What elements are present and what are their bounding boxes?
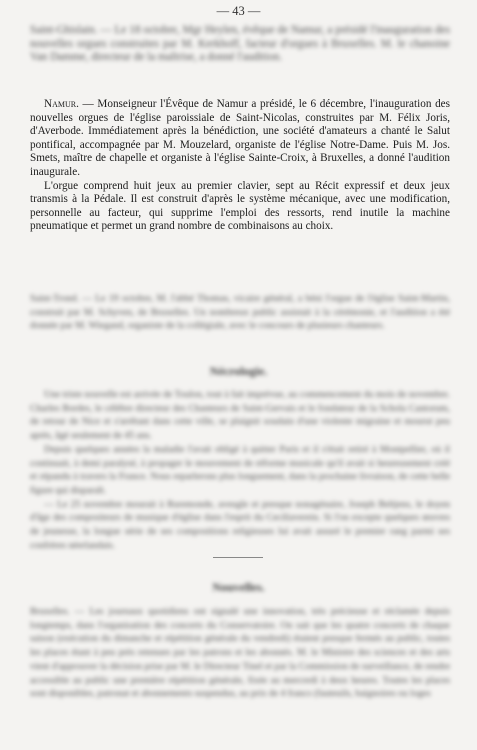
namur-paragraph-1 xyxy=(30,98,450,180)
nouvelles-heading: Nouvelles. xyxy=(212,580,265,594)
namur-text-1: — Monseigneur l'Évêque de Namur a présidé, le 6 décembre, l'inauguration des nouvelles orgues de l'église paroissiale de Saint-Nicolas, construites par M. Félix Joris, d'Averbode. Immédiatement après la bénédiction, une société d'amateurs a chanté le Salut pontifical, accompagnée par M. Mouzelard, organiste de l'église Notre-Dame. Puis M. Jos. Smets, maître de chapelle et organiste à l'église Sainte-Croix, à Bruxelles, a donné l'audition inaugurale. xyxy=(30,98,450,178)
necrologie-section xyxy=(30,388,450,552)
page-number: — 43 — xyxy=(216,4,261,18)
blurred-top-paragraph: Saint-Ghislain. — Le 18 octobre, Mgr Heylen, évêque de Namur, a présidé l'inauguration des nouvelles orgues construites par M. Kerkhoff, facteur d'orgues à Bruxelles. M. le chanoine Van Damme, directeur de la maîtrise, a donné l'audition. xyxy=(30,24,450,64)
section-divider xyxy=(213,557,263,558)
necrologie-heading: Nécrologie. xyxy=(209,364,268,378)
namur-paragraph xyxy=(30,98,450,234)
necrologie-p1: Une triste nouvelle est arrivée de Toulon, tout à fait imprévue, au commencement du mois de novembre. Charles Bordes, le célèbre directeur des Chanteurs de Saint-Gervais et le fondateur de la Schola Cantorum, de retour de Nice et s'arrêtant dans cette ville, se plaignit soudain d'une violente migraine et mourut peu après, âgé seulement de 45 ans. xyxy=(30,389,450,442)
blurred-middle-paragraph: Saint-Trond. — Le 19 octobre, M. l'abbé Thomas, vicaire général, a béni l'orgue de l'église Saint-Martin, construit par M. Schyven, de Bruxelles. Un nombreux public assistait à la cérémonie, et l'audition a été donnée par M. Wiegand, organiste de la collégiale, avec le concours de plusieurs chanteurs. xyxy=(30,293,450,332)
necrologie-p3: — Le 25 novembre mourait à Ruremonde, aveugle et presque nonagénaire, Joseph Beltjens, le doyen d'âge des compositeurs de musique d'église dans l'esprit du Ceciliaverein. Si l'on excepte quelques œuvres de jeunesse, la longue série de ses compositions religieuses lui avait assuré le premier rang parmi ses confrères néerlandais. xyxy=(30,498,450,551)
namur-paragraph-2: L'orgue comprend huit jeux au premier clavier, sept au Récit expressif et deux jeux transmis à la Pédale. Il est construit d'après le système mécanique, avec une modification, personnelle au facteur, qui supprime l'emploi des ressorts, rend inutile la machine pneumatique et permet un grand nombre de combinaisons au choix. xyxy=(30,179,450,233)
namur-city: Namur. xyxy=(44,98,79,110)
nouvelles-p1: Bruxelles. — Les journaux quotidiens ont signalé une innovation, très précieuse et réclamée depuis longtemps, dans l'organisation des concerts du Conservatoire. On sait que les quatre concerts de chaque saison (exécution du dimanche et répétition générale du vendredi) étaient presque fermés au public, toutes les places étant à peu près retenues par les patrons et les abonnés. M. le Ministre des sciences et des arts vient d'approuver la décision prise par M. le Directeur Tinel et par la Commission de surveillance, de rendre accessible au public une première répétition générale, fixée au mercredi à deux heures. Toutes les places sont disponibles, patronat et abonnements suspendus, au prix de 4 francs (fauteuils, baignoires ou loges xyxy=(30,606,450,700)
necrologie-p2: Depuis quelques années la maladie l'avait obligé à quitter Paris et il s'était retiré à Montpellier, où il continuait, à demi paralysé, à propager le mouvement de réforme musicale qu'il avait si heureusement créé et répandu à travers la France. Nous reparlerons plus longuement, dans la prochaine livraison, de cette belle figure qui disparaît. xyxy=(30,443,450,496)
